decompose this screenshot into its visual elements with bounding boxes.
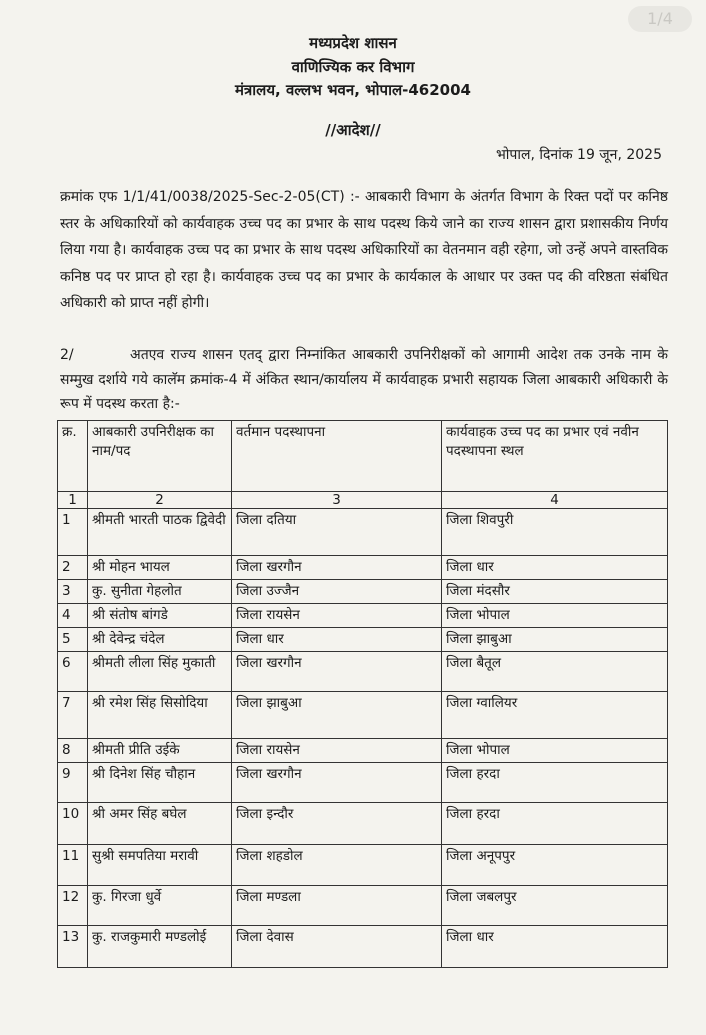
row-new-posting: जिला धार bbox=[442, 926, 668, 968]
row-serial: 3 bbox=[58, 580, 88, 604]
row-new-posting: जिला हरदा bbox=[442, 763, 668, 803]
row-officer-name: श्री दिनेश सिंह चौहान bbox=[88, 763, 232, 803]
row-serial: 1 bbox=[58, 509, 88, 556]
row-serial: 6 bbox=[58, 652, 88, 692]
column-number-row bbox=[58, 492, 668, 509]
row-current-posting: जिला मण्डला bbox=[232, 886, 442, 926]
row-current-posting: जिला इन्दौर bbox=[232, 803, 442, 845]
row-current-posting: जिला खरगौन bbox=[232, 652, 442, 692]
row-serial: 10 bbox=[58, 803, 88, 845]
date-line: भोपाल, दिनांक 19 जून, 2025 bbox=[495, 147, 662, 163]
row-current-posting: जिला शहडोल bbox=[232, 845, 442, 886]
row-officer-name: कु. राजकुमारी मण्डलोई bbox=[88, 926, 232, 968]
row-new-posting: जिला ग्वालियर bbox=[442, 692, 668, 739]
row-officer-name: कु. सुनीता गेहलोत bbox=[88, 580, 232, 604]
row-officer-name: श्रीमती भारती पाठक द्विवेदी bbox=[88, 509, 232, 556]
row-officer-name: कु. गिरजा धुर्वे bbox=[88, 886, 232, 926]
header-name: आबकारी उपनिरीक्षक का नाम/पद bbox=[88, 421, 232, 492]
row-officer-name: श्री मोहन भायल bbox=[88, 556, 232, 580]
row-serial: 12 bbox=[58, 886, 88, 926]
table-row bbox=[58, 803, 668, 845]
row-officer-name: श्री रमेश सिंह सिसोदिया bbox=[88, 692, 232, 739]
row-officer-name: श्रीमती प्रीति उईके bbox=[88, 739, 232, 763]
row-new-posting: जिला अनूपपुर bbox=[442, 845, 668, 886]
row-current-posting: जिला झाबुआ bbox=[232, 692, 442, 739]
row-serial: 9 bbox=[58, 763, 88, 803]
column-number: 1 bbox=[58, 492, 88, 509]
row-new-posting: जिला झाबुआ bbox=[442, 628, 668, 652]
row-officer-name: श्री अमर सिंह बघेल bbox=[88, 803, 232, 845]
paragraph-2-number: 2/ bbox=[60, 347, 74, 363]
row-current-posting: जिला दतिया bbox=[232, 509, 442, 556]
header-serial: क्र. bbox=[58, 421, 88, 492]
table-row bbox=[58, 580, 668, 604]
paragraph-2 bbox=[60, 343, 668, 417]
table-row bbox=[58, 763, 668, 803]
govt-name: मध्यप्रदेश शासन bbox=[309, 34, 397, 52]
table-row bbox=[58, 886, 668, 926]
row-current-posting: जिला उज्जैन bbox=[232, 580, 442, 604]
posting-table bbox=[57, 420, 668, 968]
row-serial: 2 bbox=[58, 556, 88, 580]
page-indicator: 1/4 bbox=[628, 6, 692, 32]
row-serial: 5 bbox=[58, 628, 88, 652]
header-new-posting: कार्यवाहक उच्च पद का प्रभार एवं नवीन पदस्थापना स्थल bbox=[442, 421, 668, 492]
row-new-posting: जिला हरदा bbox=[442, 803, 668, 845]
office-address: मंत्रालय, वल्लभ भवन, भोपाल-462004 bbox=[235, 81, 471, 99]
table-header-row bbox=[58, 421, 668, 492]
row-serial: 4 bbox=[58, 604, 88, 628]
row-serial: 13 bbox=[58, 926, 88, 968]
table-row bbox=[58, 604, 668, 628]
row-new-posting: जिला जबलपुर bbox=[442, 886, 668, 926]
header-current-posting: वर्तमान पदस्थापना bbox=[232, 421, 442, 492]
row-serial: 8 bbox=[58, 739, 88, 763]
row-new-posting: जिला बैतूल bbox=[442, 652, 668, 692]
row-officer-name: सुश्री समपतिया मरावी bbox=[88, 845, 232, 886]
row-officer-name: श्री संतोष बांगडे bbox=[88, 604, 232, 628]
table-row bbox=[58, 926, 668, 968]
row-new-posting: जिला भोपाल bbox=[442, 604, 668, 628]
paragraph-1: क्रमांक एफ 1/1/41/0038/2025-Sec-2-05(CT) :- आबकारी विभाग के अंतर्गत विभाग के रिक्त पदों पर कनिष्ठ स्तर के अधिकारियों को कार्यवाहक उच्च पद का प्रभार के साथ पदस्थ किये जाने का राज्य शासन द्वारा प्रशासकीय निर्णय लिया गया है। कार्यवाहक उच्च पद का प्रभार के साथ पदस्थ अधिकारियों का वेतनमान वही रहेगा, जो उन्हें अपने वास्तविक कनिष्ठ पद पर प्राप्त हो रहा है। कार्यवाहक उच्च पद का प्रभार के कार्यकाल के आधार पर उक्त पद की वरिष्ठता संबंधित अधिकारी को प्राप्त नहीं होगी। bbox=[60, 189, 668, 311]
row-current-posting: जिला रायसेन bbox=[232, 739, 442, 763]
row-serial: 7 bbox=[58, 692, 88, 739]
column-number: 3 bbox=[232, 492, 442, 509]
row-serial: 11 bbox=[58, 845, 88, 886]
table-row bbox=[58, 628, 668, 652]
row-officer-name: श्रीमती लीला सिंह मुकाती bbox=[88, 652, 232, 692]
row-current-posting: जिला खरगौन bbox=[232, 556, 442, 580]
row-current-posting: जिला धार bbox=[232, 628, 442, 652]
column-number: 4 bbox=[442, 492, 668, 509]
column-number: 2 bbox=[88, 492, 232, 509]
paragraph-2-text: अतएव राज्य शासन एतद् द्वारा निम्नांकित आबकारी उपनिरीक्षकों को आगामी आदेश तक उनके नाम के सम्मुख दर्शाये गये कालॅम क्रमांक-4 में अंकित स्थान/कार्यालय में कार्यवाहक प्रभारी सहायक जिला आबकारी अधिकारी के रूप में पदस्थ करता है:- bbox=[60, 347, 668, 412]
table-row bbox=[58, 652, 668, 692]
row-officer-name: श्री देवेन्द्र चंदेल bbox=[88, 628, 232, 652]
order-title: //आदेश// bbox=[325, 121, 381, 139]
table-row bbox=[58, 509, 668, 556]
row-new-posting: जिला धार bbox=[442, 556, 668, 580]
row-new-posting: जिला भोपाल bbox=[442, 739, 668, 763]
row-current-posting: जिला रायसेन bbox=[232, 604, 442, 628]
table-row bbox=[58, 739, 668, 763]
row-current-posting: जिला देवास bbox=[232, 926, 442, 968]
table-row bbox=[58, 845, 668, 886]
table-row bbox=[58, 692, 668, 739]
row-new-posting: जिला मंदसौर bbox=[442, 580, 668, 604]
table-row bbox=[58, 556, 668, 580]
department-name: वाणिज्यिक कर विभाग bbox=[291, 58, 415, 76]
row-new-posting: जिला शिवपुरी bbox=[442, 509, 668, 556]
row-current-posting: जिला खरगौन bbox=[232, 763, 442, 803]
